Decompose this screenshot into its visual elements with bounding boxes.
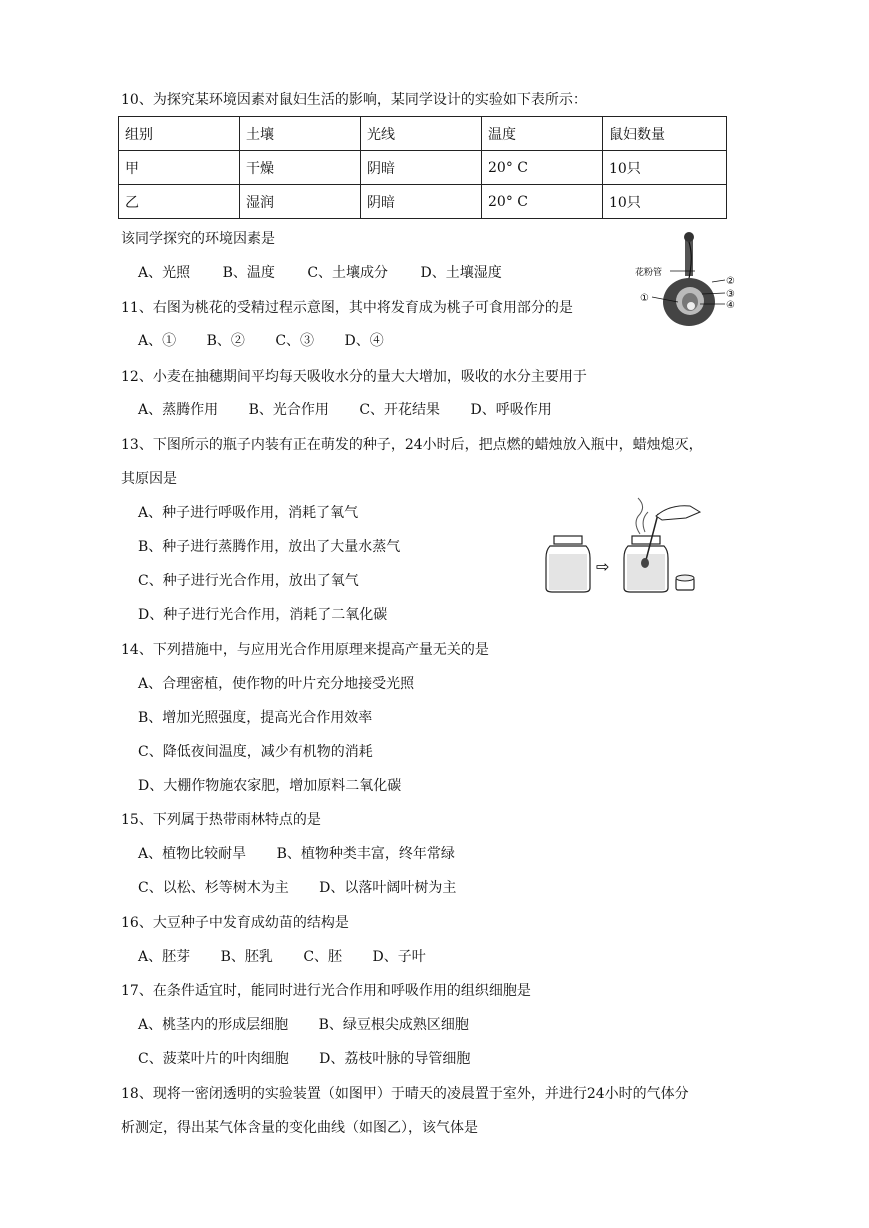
table-row xyxy=(119,151,727,185)
q17-option-b[interactable]: B、绿豆根尖成熟区细胞 xyxy=(318,1017,469,1033)
q12-option-b[interactable]: B、光合作用 xyxy=(248,402,329,418)
label-1: ① xyxy=(640,293,649,304)
table-header-cell: 组别 xyxy=(119,117,240,151)
q17-options-row2 xyxy=(138,1049,470,1069)
q14-option-c[interactable]: C、降低夜间温度，减少有机物的消耗 xyxy=(138,744,373,760)
q16-option-a[interactable]: A、胚芽 xyxy=(138,949,191,965)
q10-option-a[interactable]: A、光照 xyxy=(138,265,191,281)
flower-stigma xyxy=(684,232,694,242)
table-cell: 阴暗 xyxy=(361,185,482,219)
q11-option-b[interactable]: B、② xyxy=(206,333,245,349)
q13-option-d[interactable]: D、种子进行光合作用，消耗了二氧化碳 xyxy=(138,607,388,623)
q16-option-d[interactable]: D、子叶 xyxy=(372,949,426,965)
q14-option-d[interactable]: D、大棚作物施农家肥，增加原料二氧化碳 xyxy=(138,778,402,794)
q15-options-row1 xyxy=(138,844,455,864)
q10-stem: 10、为探究某环境因素对鼠妇生活的影响，某同学设计的实验如下表所示： xyxy=(121,92,587,108)
q15-stem: 15、下列属于热带雨林特点的是 xyxy=(121,812,321,828)
table-header-row xyxy=(119,117,727,151)
q17-options-row1 xyxy=(138,1015,469,1035)
q12-stem: 12、小麦在抽穗期间平均每天吸收水分的量大大增加，吸收的水分主要用于 xyxy=(121,369,587,385)
q13-option-a[interactable]: A、种子进行呼吸作用，消耗了氧气 xyxy=(138,505,359,521)
q18-stem-line2: 析测定，得出某气体含量的变化曲线（如图乙），该气体是 xyxy=(121,1120,478,1136)
q10-options xyxy=(138,263,502,283)
q17-option-a[interactable]: A、桃茎内的形成层细胞 xyxy=(138,1017,289,1033)
q13-stem-line1: 13、下图所示的瓶子内装有正在萌发的种子，24小时后，把点燃的蜡烛放入瓶中，蜡烛熄灭， xyxy=(121,437,703,453)
table-header-cell: 鼠妇数量 xyxy=(603,117,727,151)
q15-option-c[interactable]: C、以松、杉等树木为主 xyxy=(138,880,289,896)
table-header-cell: 光线 xyxy=(361,117,482,151)
q12-options xyxy=(138,400,552,420)
q17-stem: 17、在条件适宜时，能同时进行光合作用和呼吸作用的组织细胞是 xyxy=(121,983,531,999)
q16-option-b[interactable]: B、胚乳 xyxy=(220,949,273,965)
q12-option-c[interactable]: C、开花结果 xyxy=(359,402,441,418)
q11-option-a[interactable]: A、① xyxy=(138,333,177,349)
q10-option-c[interactable]: C、土壤成分 xyxy=(307,265,389,281)
q11-stem: 11、右图为桃花的受精过程示意图，其中将发育成为桃子可食用部分的是 xyxy=(121,300,573,316)
q14-option-b[interactable]: B、增加光照强度，提高光合作用效率 xyxy=(138,710,373,726)
q10-option-d[interactable]: D、土壤湿度 xyxy=(420,265,502,281)
hand-icon xyxy=(656,506,700,520)
q17-option-d[interactable]: D、荔枝叶脉的导管细胞 xyxy=(319,1051,471,1067)
table-cell: 10只 xyxy=(603,185,727,219)
label-4: ④ xyxy=(726,300,735,311)
q11-options xyxy=(138,331,384,351)
q13-stem-line2: 其原因是 xyxy=(121,471,177,487)
table-cell: 10只 xyxy=(603,151,727,185)
q16-stem: 16、大豆种子中发育成幼苗的结构是 xyxy=(121,915,349,931)
q10-option-b[interactable]: B、温度 xyxy=(222,265,275,281)
table-row xyxy=(119,185,727,219)
q15-option-b[interactable]: B、植物种类丰富，终年常绿 xyxy=(276,846,455,862)
q11-option-d[interactable]: D、④ xyxy=(344,333,384,349)
q13-option-b[interactable]: B、种子进行蒸腾作用，放出了大量水蒸气 xyxy=(138,539,401,555)
table-header-cell: 土壤 xyxy=(240,117,361,151)
table-cell: 阴暗 xyxy=(361,151,482,185)
q14-stem: 14、下列措施中，与应用光合作用原理来提高产量无关的是 xyxy=(121,642,489,658)
table-cell: 甲 xyxy=(119,151,240,185)
q17-option-c[interactable]: C、菠菜叶片的叶肉细胞 xyxy=(138,1051,289,1067)
table-cell: 20° C xyxy=(482,185,603,219)
fertilized-egg xyxy=(687,302,695,310)
table-header-cell: 温度 xyxy=(482,117,603,151)
table-cell: 乙 xyxy=(119,185,240,219)
q12-option-a[interactable]: A、蒸腾作用 xyxy=(138,402,219,418)
q16-option-c[interactable]: C、胚 xyxy=(303,949,343,965)
peach-flower-diagram xyxy=(630,228,745,332)
table-cell: 干燥 xyxy=(240,151,361,185)
label-2: ② xyxy=(726,276,735,287)
label-3: ③ xyxy=(726,289,735,300)
q10-question: 该同学探究的环境因素是 xyxy=(121,231,275,247)
seed-jar-diagram xyxy=(540,492,705,597)
table-cell: 20° C xyxy=(482,151,603,185)
q15-options-row2 xyxy=(138,878,456,898)
q15-option-a[interactable]: A、植物比较耐旱 xyxy=(138,846,247,862)
label-pollen-tube: 花粉管 xyxy=(635,268,663,278)
candle-icon xyxy=(641,558,649,568)
arrow-icon: ⇨ xyxy=(596,557,610,576)
table-cell: 湿润 xyxy=(240,185,361,219)
q15-option-d[interactable]: D、以落叶阔叶树为主 xyxy=(319,880,457,896)
q18-stem-line1: 18、现将一密闭透明的实验装置（如图甲）于晴天的凌晨置于室外，并进行24小时的气体分 xyxy=(121,1086,689,1102)
q13-option-c[interactable]: C、种子进行光合作用，放出了氧气 xyxy=(138,573,359,589)
smoke-icon xyxy=(636,498,643,534)
q12-option-d[interactable]: D、呼吸作用 xyxy=(470,402,552,418)
jar-left xyxy=(546,536,590,592)
experiment-table xyxy=(118,116,727,219)
q14-option-a[interactable]: A、合理密植，使作物的叶片充分地接受光照 xyxy=(138,676,415,692)
q16-options xyxy=(138,947,426,967)
q11-option-c[interactable]: C、③ xyxy=(275,333,315,349)
